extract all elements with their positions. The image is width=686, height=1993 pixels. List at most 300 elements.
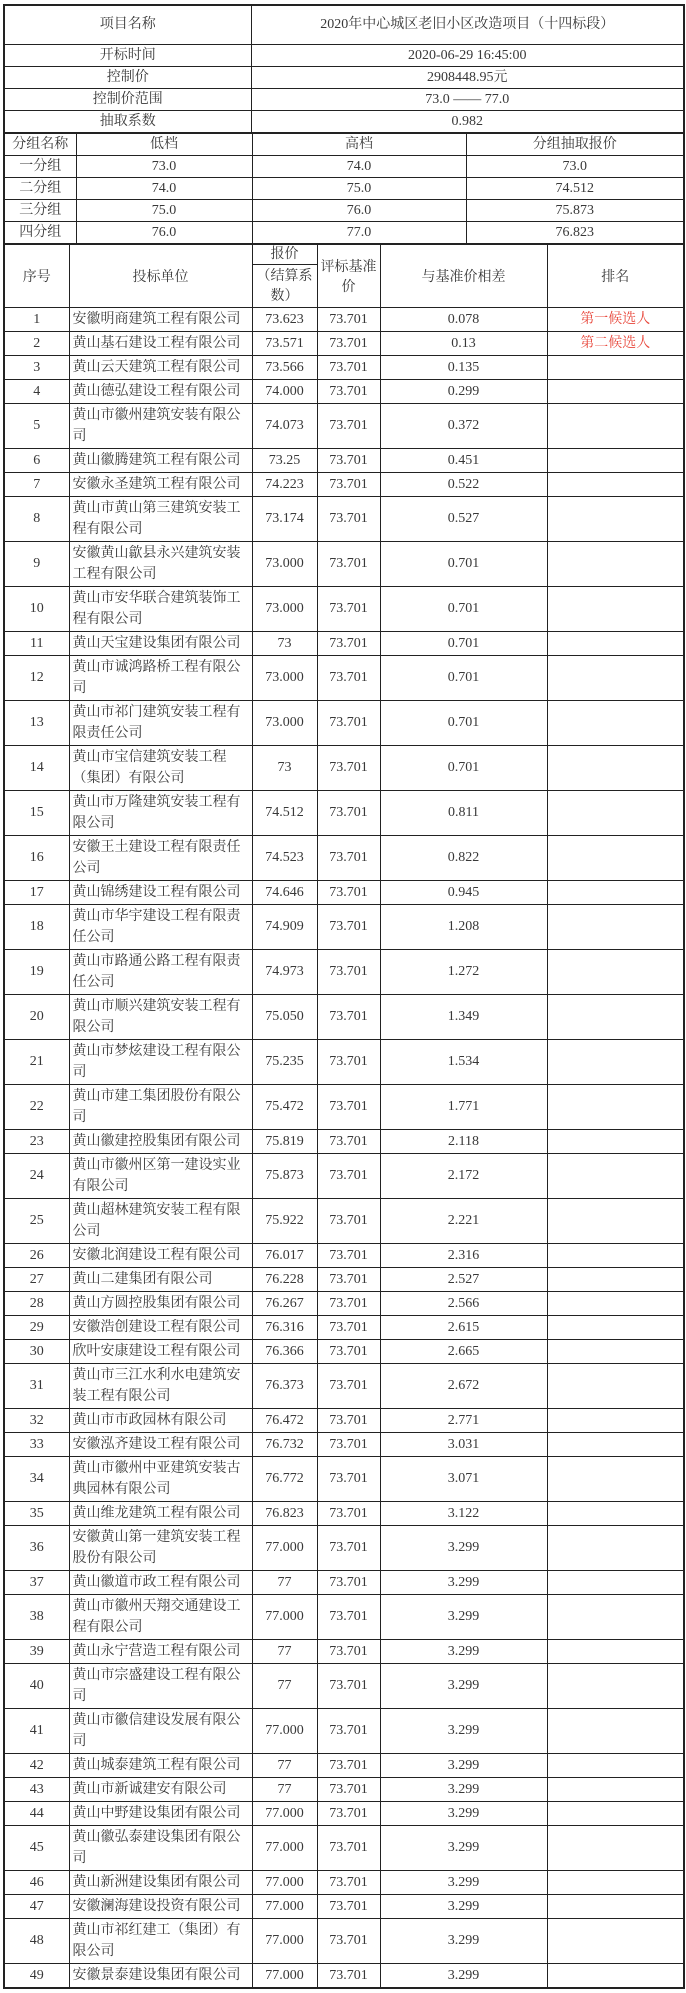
- company-cell: 黄山市万隆建筑安装工程有限公司: [69, 790, 252, 835]
- group-row: [4, 155, 684, 177]
- base-price-cell: 73.701: [317, 1084, 380, 1129]
- base-price-cell: 73.701: [317, 1801, 380, 1825]
- rank-cell: [547, 700, 684, 745]
- seq-cell: 2: [4, 331, 69, 355]
- seq-cell: 9: [4, 541, 69, 586]
- company-cell: 黄山市徽州建筑安装有限公司: [69, 403, 252, 448]
- company-cell: 黄山市顺兴建筑安装工程有限公司: [69, 994, 252, 1039]
- company-cell: 黄山市华宇建设工程有限责任公司: [69, 904, 252, 949]
- rank-cell: [547, 1894, 684, 1918]
- header-price: [252, 244, 317, 308]
- price-cell: 73: [252, 745, 317, 790]
- base-price-cell: 73.701: [317, 631, 380, 655]
- info-value: 0.982: [251, 110, 684, 133]
- diff-cell: 2.221: [380, 1198, 547, 1243]
- company-cell: 黄山城泰建筑工程有限公司: [69, 1753, 252, 1777]
- seq-cell: 43: [4, 1777, 69, 1801]
- seq-cell: 1: [4, 307, 69, 331]
- diff-cell: 0.451: [380, 448, 547, 472]
- company-cell: 安徽北润建设工程有限公司: [69, 1243, 252, 1267]
- price-cell: 77.000: [252, 1801, 317, 1825]
- diff-cell: 0.945: [380, 880, 547, 904]
- rank-cell: [547, 835, 684, 880]
- info-row: [4, 110, 684, 133]
- company-cell: 安徽王土建设工程有限责任公司: [69, 835, 252, 880]
- diff-cell: 0.13: [380, 331, 547, 355]
- group-value-cell: 74.512: [466, 177, 684, 199]
- group-header-cell: 高档: [252, 133, 466, 156]
- seq-cell: 36: [4, 1525, 69, 1570]
- price-cell: 75.050: [252, 994, 317, 1039]
- price-cell: 74.000: [252, 379, 317, 403]
- company-cell: 黄山二建集团有限公司: [69, 1267, 252, 1291]
- diff-cell: 2.771: [380, 1408, 547, 1432]
- base-price-cell: 73.701: [317, 1870, 380, 1894]
- seq-cell: 34: [4, 1456, 69, 1501]
- diff-cell: 1.272: [380, 949, 547, 994]
- bid-row: [4, 1825, 684, 1870]
- base-price-cell: 73.701: [317, 1291, 380, 1315]
- group-name-cell: 二分组: [4, 177, 76, 199]
- diff-cell: 3.299: [380, 1801, 547, 1825]
- price-cell: 73.000: [252, 541, 317, 586]
- bid-row: [4, 1084, 684, 1129]
- price-cell: 74.512: [252, 790, 317, 835]
- company-cell: 黄山市徽州区第一建设实业有限公司: [69, 1153, 252, 1198]
- seq-cell: 17: [4, 880, 69, 904]
- rank-cell: [547, 745, 684, 790]
- diff-cell: 3.299: [380, 1525, 547, 1570]
- header-company: 投标单位: [69, 244, 252, 308]
- bid-row: [4, 994, 684, 1039]
- rank-cell: [547, 1870, 684, 1894]
- company-cell: 黄山云天建筑工程有限公司: [69, 355, 252, 379]
- rank-cell: [547, 904, 684, 949]
- company-cell: 欣叶安康建设工程有限公司: [69, 1339, 252, 1363]
- price-cell: 77: [252, 1639, 317, 1663]
- base-price-cell: 73.701: [317, 1918, 380, 1963]
- seq-cell: 18: [4, 904, 69, 949]
- company-cell: 黄山市诚鸿路桥工程有限公司: [69, 655, 252, 700]
- seq-cell: 16: [4, 835, 69, 880]
- diff-cell: 1.208: [380, 904, 547, 949]
- company-cell: 安徽澜海建设投资有限公司: [69, 1894, 252, 1918]
- bid-row: [4, 355, 684, 379]
- bid-table-header-row: [4, 244, 684, 308]
- info-row: [4, 5, 684, 44]
- company-cell: 黄山超林建筑安装工程有限公司: [69, 1198, 252, 1243]
- diff-cell: 2.118: [380, 1129, 547, 1153]
- diff-cell: 2.615: [380, 1315, 547, 1339]
- price-cell: 77.000: [252, 1894, 317, 1918]
- base-price-cell: 73.701: [317, 586, 380, 631]
- rank-cell: [547, 1456, 684, 1501]
- rank-cell: [547, 1753, 684, 1777]
- base-price-cell: 73.701: [317, 745, 380, 790]
- rank-cell: 第二候选人: [547, 331, 684, 355]
- info-row: [4, 44, 684, 66]
- diff-cell: 3.299: [380, 1918, 547, 1963]
- bid-row: [4, 379, 684, 403]
- diff-cell: 3.299: [380, 1963, 547, 1988]
- diff-cell: 3.031: [380, 1432, 547, 1456]
- price-cell: 77: [252, 1570, 317, 1594]
- diff-cell: 3.299: [380, 1570, 547, 1594]
- rank-cell: [547, 949, 684, 994]
- bid-row: [4, 1363, 684, 1408]
- base-price-cell: 73.701: [317, 994, 380, 1039]
- company-cell: 黄山德弘建设工程有限公司: [69, 379, 252, 403]
- company-cell: 黄山天宝建设集团有限公司: [69, 631, 252, 655]
- company-cell: 安徽永圣建筑工程有限公司: [69, 472, 252, 496]
- group-name-cell: 三分组: [4, 199, 76, 221]
- seq-cell: 5: [4, 403, 69, 448]
- bid-row: [4, 631, 684, 655]
- base-price-cell: 73.701: [317, 472, 380, 496]
- bid-row: [4, 880, 684, 904]
- company-cell: 黄山市安华联合建筑装饰工程有限公司: [69, 586, 252, 631]
- company-cell: 黄山永宁营造工程有限公司: [69, 1639, 252, 1663]
- bid-row: [4, 1639, 684, 1663]
- price-cell: 73.623: [252, 307, 317, 331]
- company-cell: 黄山中野建设集团有限公司: [69, 1801, 252, 1825]
- info-label: 抽取系数: [4, 110, 251, 133]
- base-price-cell: 73.701: [317, 1408, 380, 1432]
- diff-cell: 2.566: [380, 1291, 547, 1315]
- group-header-cell: 低档: [76, 133, 252, 156]
- company-cell: 安徽黄山歙县永兴建筑安装工程有限公司: [69, 541, 252, 586]
- seq-cell: 4: [4, 379, 69, 403]
- diff-cell: 0.811: [380, 790, 547, 835]
- group-name-cell: 四分组: [4, 221, 76, 244]
- bid-row: [4, 1777, 684, 1801]
- header-base-price: 评标基准价: [317, 244, 380, 308]
- price-cell: 74.073: [252, 403, 317, 448]
- rank-cell: [547, 379, 684, 403]
- seq-cell: 10: [4, 586, 69, 631]
- base-price-cell: 73.701: [317, 1894, 380, 1918]
- rank-cell: [547, 403, 684, 448]
- rank-cell: [547, 1570, 684, 1594]
- seq-cell: 35: [4, 1501, 69, 1525]
- base-price-cell: 73.701: [317, 1594, 380, 1639]
- seq-cell: 6: [4, 448, 69, 472]
- price-cell: 73.174: [252, 496, 317, 541]
- group-row: [4, 221, 684, 244]
- base-price-cell: 73.701: [317, 448, 380, 472]
- group-table-header-row: [4, 133, 684, 156]
- price-cell: 76.017: [252, 1243, 317, 1267]
- group-value-cell: 73.0: [76, 155, 252, 177]
- price-cell: 73.571: [252, 331, 317, 355]
- rank-cell: [547, 1708, 684, 1753]
- diff-cell: 0.078: [380, 307, 547, 331]
- seq-cell: 24: [4, 1153, 69, 1198]
- diff-cell: 0.822: [380, 835, 547, 880]
- company-cell: 黄山市祁红建工（集团）有限公司: [69, 1918, 252, 1963]
- price-cell: 77.000: [252, 1525, 317, 1570]
- base-price-cell: 73.701: [317, 355, 380, 379]
- info-label: 开标时间: [4, 44, 251, 66]
- bid-row: [4, 1153, 684, 1198]
- price-cell: 73.000: [252, 586, 317, 631]
- info-value: 2020-06-29 16:45:00: [251, 44, 684, 66]
- diff-cell: 0.299: [380, 379, 547, 403]
- price-cell: 77.000: [252, 1918, 317, 1963]
- info-value: 2020年中心城区老旧小区改造项目（十四标段）: [251, 5, 684, 44]
- rank-cell: [547, 1039, 684, 1084]
- diff-cell: 3.299: [380, 1639, 547, 1663]
- group-row: [4, 177, 684, 199]
- rank-cell: [547, 1129, 684, 1153]
- base-price-cell: 73.701: [317, 541, 380, 586]
- base-price-cell: 73.701: [317, 331, 380, 355]
- base-price-cell: 73.701: [317, 307, 380, 331]
- seq-cell: 8: [4, 496, 69, 541]
- price-cell: 73.566: [252, 355, 317, 379]
- rank-cell: [547, 1243, 684, 1267]
- group-value-cell: 76.0: [76, 221, 252, 244]
- base-price-cell: 73.701: [317, 1198, 380, 1243]
- price-cell: 73: [252, 631, 317, 655]
- base-price-cell: 73.701: [317, 1339, 380, 1363]
- price-cell: 76.772: [252, 1456, 317, 1501]
- seq-cell: 49: [4, 1963, 69, 1988]
- rank-cell: [547, 655, 684, 700]
- seq-cell: 41: [4, 1708, 69, 1753]
- price-cell: 73.000: [252, 700, 317, 745]
- group-value-cell: 75.0: [76, 199, 252, 221]
- seq-cell: 11: [4, 631, 69, 655]
- seq-cell: 22: [4, 1084, 69, 1129]
- rank-cell: [547, 1408, 684, 1432]
- bid-row: [4, 1894, 684, 1918]
- seq-cell: 45: [4, 1825, 69, 1870]
- company-cell: 黄山基石建设工程有限公司: [69, 331, 252, 355]
- rank-cell: [547, 1525, 684, 1570]
- diff-cell: 1.349: [380, 994, 547, 1039]
- company-cell: 黄山市梦炫建设工程有限公司: [69, 1039, 252, 1084]
- base-price-cell: 73.701: [317, 496, 380, 541]
- bid-row: [4, 835, 684, 880]
- diff-cell: 2.527: [380, 1267, 547, 1291]
- group-value-cell: 74.0: [76, 177, 252, 199]
- base-price-cell: 73.701: [317, 1153, 380, 1198]
- price-cell: 76.316: [252, 1315, 317, 1339]
- header-seq: 序号: [4, 244, 69, 308]
- bid-row: [4, 1525, 684, 1570]
- base-price-cell: 73.701: [317, 655, 380, 700]
- group-name-cell: 一分组: [4, 155, 76, 177]
- bid-row: [4, 448, 684, 472]
- bid-row: [4, 1456, 684, 1501]
- info-label: 项目名称: [4, 5, 251, 44]
- price-cell: 74.223: [252, 472, 317, 496]
- header-diff: 与基准价相差: [380, 244, 547, 308]
- company-cell: 黄山市徽州中亚建筑安装古典园林有限公司: [69, 1456, 252, 1501]
- rank-cell: [547, 790, 684, 835]
- group-header-cell: 分组名称: [4, 133, 76, 156]
- base-price-cell: 73.701: [317, 1432, 380, 1456]
- base-price-cell: 73.701: [317, 1639, 380, 1663]
- seq-cell: 47: [4, 1894, 69, 1918]
- bid-row: [4, 1663, 684, 1708]
- bid-row: [4, 1570, 684, 1594]
- base-price-cell: 73.701: [317, 1243, 380, 1267]
- base-price-cell: 73.701: [317, 880, 380, 904]
- header-price-label: 报价: [253, 245, 317, 265]
- group-value-cell: 75.0: [252, 177, 466, 199]
- diff-cell: 3.299: [380, 1825, 547, 1870]
- seq-cell: 3: [4, 355, 69, 379]
- company-cell: 黄山徽建控股集团有限公司: [69, 1129, 252, 1153]
- rank-cell: [547, 1432, 684, 1456]
- diff-cell: 0.701: [380, 745, 547, 790]
- price-cell: 76.228: [252, 1267, 317, 1291]
- seq-cell: 30: [4, 1339, 69, 1363]
- company-cell: 黄山市黄山第三建筑安装工程有限公司: [69, 496, 252, 541]
- diff-cell: 0.135: [380, 355, 547, 379]
- rank-cell: [547, 1084, 684, 1129]
- group-value-cell: 73.0: [466, 155, 684, 177]
- bid-row: [4, 700, 684, 745]
- company-cell: 黄山锦绣建设工程有限公司: [69, 880, 252, 904]
- bid-row: [4, 586, 684, 631]
- rank-cell: [547, 1267, 684, 1291]
- base-price-cell: 73.701: [317, 1456, 380, 1501]
- rank-cell: 第一候选人: [547, 307, 684, 331]
- base-price-cell: 73.701: [317, 790, 380, 835]
- company-cell: 黄山市路通公路工程有限责任公司: [69, 949, 252, 994]
- seq-cell: 19: [4, 949, 69, 994]
- seq-cell: 25: [4, 1198, 69, 1243]
- price-cell: 77.000: [252, 1708, 317, 1753]
- base-price-cell: 73.701: [317, 1663, 380, 1708]
- rank-cell: [547, 631, 684, 655]
- info-label: 控制价范围: [4, 88, 251, 110]
- base-price-cell: 73.701: [317, 1129, 380, 1153]
- bid-row: [4, 472, 684, 496]
- diff-cell: 0.701: [380, 631, 547, 655]
- base-price-cell: 73.701: [317, 1267, 380, 1291]
- base-price-cell: 73.701: [317, 700, 380, 745]
- base-price-cell: 73.701: [317, 1570, 380, 1594]
- company-cell: 黄山市市政园林有限公司: [69, 1408, 252, 1432]
- bid-row: [4, 1198, 684, 1243]
- rank-cell: [547, 1825, 684, 1870]
- diff-cell: 0.522: [380, 472, 547, 496]
- bid-row: [4, 1408, 684, 1432]
- seq-cell: 14: [4, 745, 69, 790]
- info-value: 73.0 —— 77.0: [251, 88, 684, 110]
- group-value-cell: 76.0: [252, 199, 466, 221]
- bid-row: [4, 1708, 684, 1753]
- bid-row: [4, 949, 684, 994]
- header-rank: 排名: [547, 244, 684, 308]
- diff-cell: 1.771: [380, 1084, 547, 1129]
- price-cell: 75.472: [252, 1084, 317, 1129]
- seq-cell: 32: [4, 1408, 69, 1432]
- group-value-cell: 75.873: [466, 199, 684, 221]
- rank-cell: [547, 1198, 684, 1243]
- company-cell: 黄山徽弘泰建设集团有限公司: [69, 1825, 252, 1870]
- bid-table: [3, 243, 685, 1989]
- bid-row: [4, 1594, 684, 1639]
- bid-row: [4, 1801, 684, 1825]
- bid-row: [4, 403, 684, 448]
- seq-cell: 7: [4, 472, 69, 496]
- seq-cell: 33: [4, 1432, 69, 1456]
- seq-cell: 23: [4, 1129, 69, 1153]
- diff-cell: 3.299: [380, 1753, 547, 1777]
- base-price-cell: 73.701: [317, 1039, 380, 1084]
- seq-cell: 27: [4, 1267, 69, 1291]
- info-row: [4, 88, 684, 110]
- group-value-cell: 77.0: [252, 221, 466, 244]
- company-cell: 黄山维龙建筑工程有限公司: [69, 1501, 252, 1525]
- rank-cell: [547, 1153, 684, 1198]
- rank-cell: [547, 880, 684, 904]
- rank-cell: [547, 586, 684, 631]
- price-cell: 75.819: [252, 1129, 317, 1153]
- diff-cell: 2.672: [380, 1363, 547, 1408]
- bid-row: [4, 541, 684, 586]
- bid-row: [4, 1918, 684, 1963]
- seq-cell: 21: [4, 1039, 69, 1084]
- company-cell: 安徽明商建筑工程有限公司: [69, 307, 252, 331]
- price-cell: 74.973: [252, 949, 317, 994]
- diff-cell: 3.071: [380, 1456, 547, 1501]
- diff-cell: 0.701: [380, 586, 547, 631]
- base-price-cell: 73.701: [317, 1525, 380, 1570]
- info-label: 控制价: [4, 66, 251, 88]
- company-cell: 黄山徽腾建筑工程有限公司: [69, 448, 252, 472]
- price-cell: 75.235: [252, 1039, 317, 1084]
- seq-cell: 28: [4, 1291, 69, 1315]
- price-cell: 73.25: [252, 448, 317, 472]
- diff-cell: 0.701: [380, 700, 547, 745]
- diff-cell: 3.299: [380, 1894, 547, 1918]
- diff-cell: 3.299: [380, 1870, 547, 1894]
- info-value: 2908448.95元: [251, 66, 684, 88]
- seq-cell: 26: [4, 1243, 69, 1267]
- bid-row: [4, 1501, 684, 1525]
- seq-cell: 15: [4, 790, 69, 835]
- bid-row: [4, 790, 684, 835]
- bid-row: [4, 307, 684, 331]
- price-cell: 76.732: [252, 1432, 317, 1456]
- bid-row: [4, 655, 684, 700]
- rank-cell: [547, 1339, 684, 1363]
- bid-row: [4, 745, 684, 790]
- group-value-cell: 74.0: [252, 155, 466, 177]
- rank-cell: [547, 1291, 684, 1315]
- base-price-cell: 73.701: [317, 1963, 380, 1988]
- bid-row: [4, 1963, 684, 1988]
- rank-cell: [547, 1594, 684, 1639]
- price-cell: 76.472: [252, 1408, 317, 1432]
- diff-cell: 0.701: [380, 541, 547, 586]
- company-cell: 黄山市新诚建安有限公司: [69, 1777, 252, 1801]
- header-price-sub-label: （结算系数）: [256, 268, 313, 304]
- price-cell: 74.909: [252, 904, 317, 949]
- diff-cell: 0.372: [380, 403, 547, 448]
- company-cell: 黄山市宗盛建设工程有限公司: [69, 1663, 252, 1708]
- diff-cell: 3.299: [380, 1663, 547, 1708]
- base-price-cell: 73.701: [317, 1777, 380, 1801]
- seq-cell: 12: [4, 655, 69, 700]
- project-info-table: [3, 4, 685, 134]
